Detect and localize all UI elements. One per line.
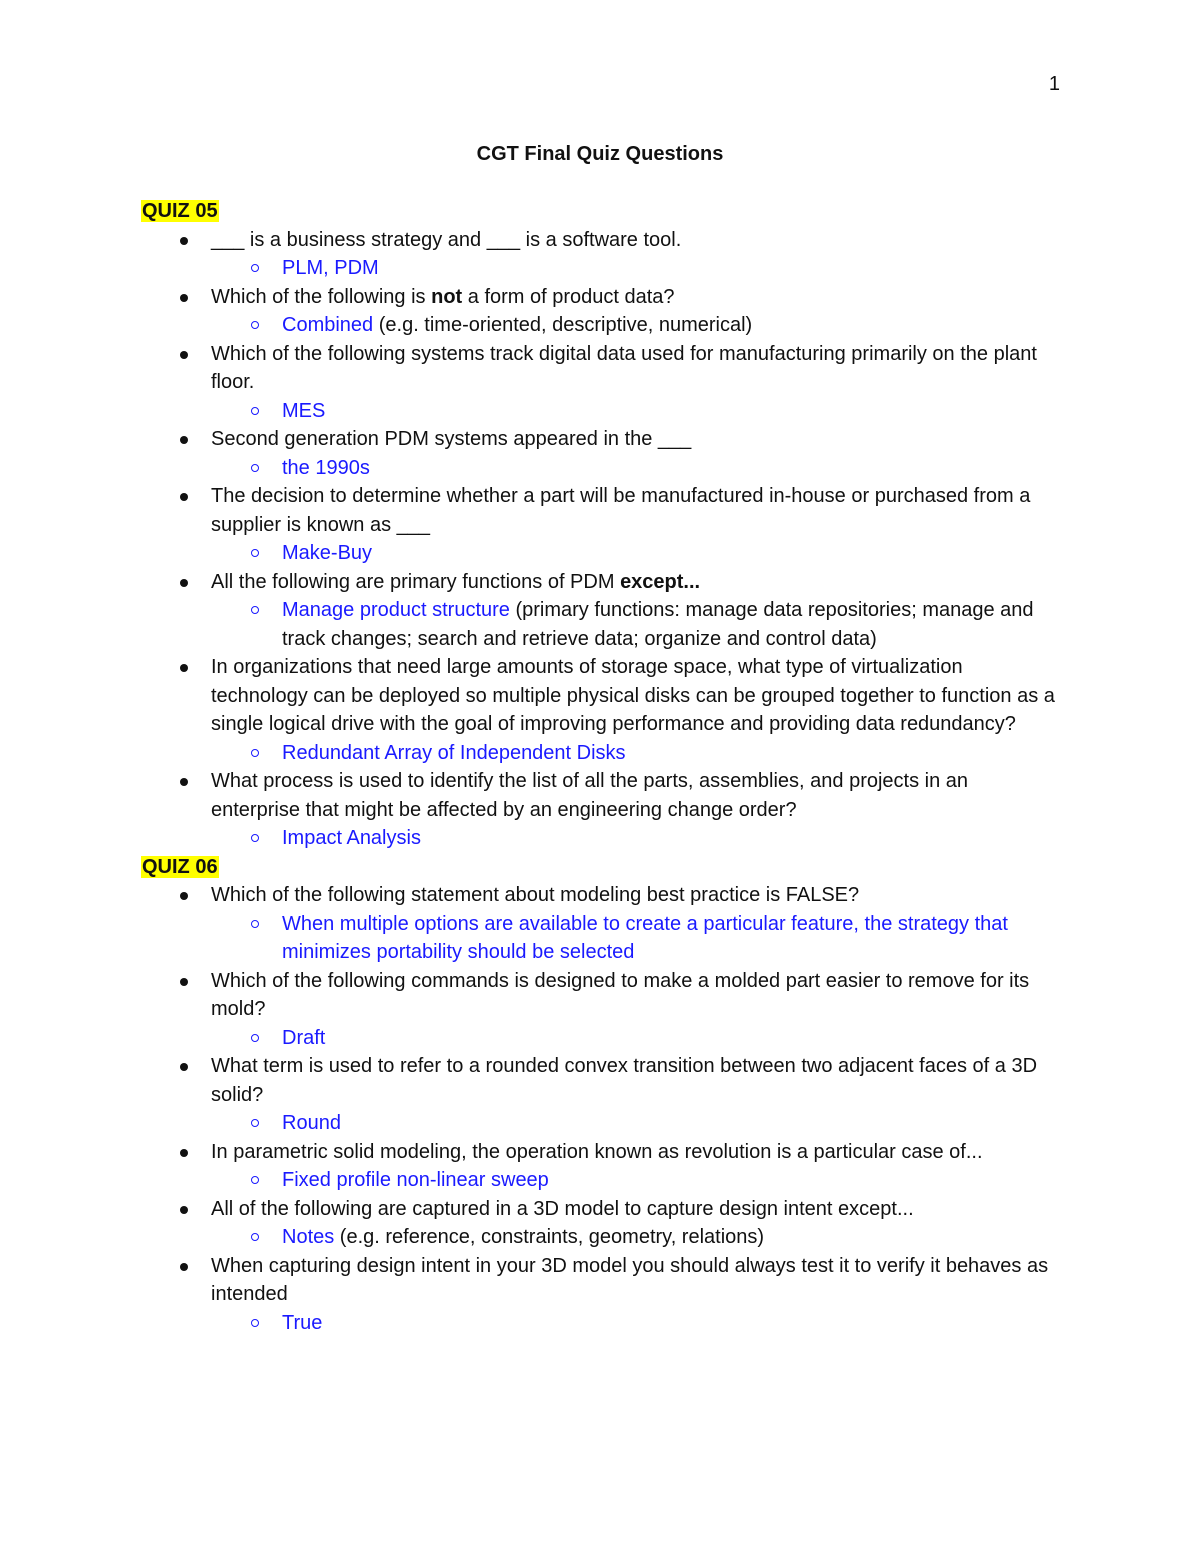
bullet-icon (180, 978, 188, 986)
hollow-bullet-icon (251, 1233, 259, 1241)
bullet-icon (180, 351, 188, 359)
question: When capturing design intent in your 3D model you should always test it to verify it behaves as intended (141, 1252, 1056, 1309)
quiz-06-heading: QUIZ 06 (142, 855, 218, 878)
bullet-icon (180, 892, 188, 900)
question: In organizations that need large amounts of storage space, what type of virtualization technology can be deployed so multiple physical disks can be grouped together to function as a single logical drive with the goal of improving performance and providing data redundancy? (141, 653, 1056, 739)
question: ___ is a business strategy and ___ is a software tool. (141, 226, 1056, 255)
bullet-icon (180, 493, 188, 501)
answer: PLM, PDM (141, 254, 1056, 283)
answer: Fixed profile non-linear sweep (141, 1166, 1056, 1195)
hollow-bullet-icon (251, 606, 259, 614)
bullet-icon (180, 294, 188, 302)
answer: Round (141, 1109, 1056, 1138)
hollow-bullet-icon (251, 920, 259, 928)
bullet-icon (180, 1206, 188, 1214)
bullet-icon (180, 1149, 188, 1157)
question: In parametric solid modeling, the operation known as revolution is a particular case of... (141, 1138, 1056, 1167)
hollow-bullet-icon (251, 549, 259, 557)
hollow-bullet-icon (251, 1319, 259, 1327)
document-body (141, 197, 1056, 1337)
question: Which of the following commands is designed to make a molded part easier to remove for its mold? (141, 967, 1056, 1024)
quiz-05-heading: QUIZ 05 (142, 200, 218, 222)
hollow-bullet-icon (251, 834, 259, 842)
question: Which of the following statement about modeling best practice is FALSE? (141, 881, 1056, 910)
hollow-bullet-icon (251, 407, 259, 415)
bullet-icon (180, 1263, 188, 1271)
hollow-bullet-icon (251, 1119, 259, 1127)
hollow-bullet-icon (251, 1176, 259, 1184)
bullet-icon (180, 237, 188, 245)
hollow-bullet-icon (251, 264, 259, 272)
answer: MES (141, 397, 1056, 426)
question: Which of the following systems track digital data used for manufacturing primarily on the plant floor. (141, 340, 1056, 397)
question: What term is used to refer to a rounded convex transition between two adjacent faces of a 3D solid? (141, 1052, 1056, 1109)
question: The decision to determine whether a part will be manufactured in-house or purchased from a supplier is known as ___ (141, 482, 1056, 539)
hollow-bullet-icon (251, 1034, 259, 1042)
hollow-bullet-icon (251, 464, 259, 472)
answer: Manage product structure (primary functions: manage data repositories; manage and track changes; search and retrieve data; organize and control data) (141, 596, 1056, 653)
hollow-bullet-icon (251, 749, 259, 757)
answer: Combined (e.g. time-oriented, descriptive, numerical) (141, 311, 1056, 340)
answer: Notes (e.g. reference, constraints, geometry, relations) (141, 1223, 1056, 1252)
hollow-bullet-icon (251, 321, 259, 329)
bullet-icon (180, 664, 188, 672)
question: What process is used to identify the list of all the parts, assemblies, and projects in an enterprise that might be affected by an engineering change order? (141, 767, 1056, 824)
document-title: CGT Final Quiz Questions (476, 143, 724, 165)
question: All of the following are captured in a 3D model to capture design intent except... (141, 1195, 1056, 1224)
answer: When multiple options are available to create a particular feature, the strategy that minimizes portability should be selected (141, 910, 1056, 967)
question: All the following are primary functions of PDM except... (141, 568, 1056, 597)
answer: Draft (141, 1024, 1056, 1053)
question: Which of the following is not a form of product data? (141, 283, 1056, 312)
answer: Impact Analysis (141, 824, 1056, 853)
page-number: 1 (1048, 73, 1060, 95)
answer: True (141, 1309, 1056, 1338)
answer: Redundant Array of Independent Disks (141, 739, 1056, 768)
bullet-icon (180, 778, 188, 786)
question: Second generation PDM systems appeared in the ___ (141, 425, 1056, 454)
bullet-icon (180, 579, 188, 587)
answer: the 1990s (141, 454, 1056, 483)
bullet-icon (180, 436, 188, 444)
answer: Make-Buy (141, 539, 1056, 568)
bullet-icon (180, 1063, 188, 1071)
